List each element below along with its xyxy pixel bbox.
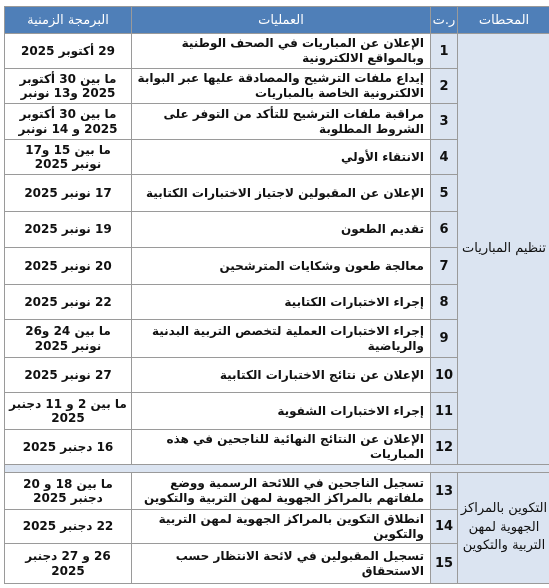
row-number: 5 (431, 175, 458, 212)
date-cell: 20 نونبر 2025 (5, 248, 132, 285)
section-separator (5, 465, 549, 473)
header-schedule: البرمجة الزمنية (5, 7, 132, 34)
date-cell: 16 دجنبر 2025 (5, 430, 132, 465)
table-row (5, 473, 549, 510)
date-cell: ما بين 24 و26 نونبر 2025 (5, 320, 132, 358)
phase-cell-competitions: تنظيم المباريات (458, 34, 549, 465)
operation-cell: الإعلان عن المقبولين لاجتياز الاختبارات الكتابية (132, 175, 431, 212)
row-number: 2 (431, 69, 458, 104)
row-number: 14 (431, 510, 458, 544)
operation-cell: تسجيل المقبولين في لائحة الانتظار حسب الاستحقاق (132, 544, 431, 584)
date-cell: 17 نونبر 2025 (5, 175, 132, 212)
row-number: 8 (431, 285, 458, 320)
date-cell: ما بين 2 و 11 دجنبر 2025 (5, 393, 132, 430)
row-number: 13 (431, 473, 458, 510)
date-cell: 26 و 27 دجنبر 2025 (5, 544, 132, 584)
date-cell: ما بين 30 أكتوبر 2025 و13 نونبر (5, 69, 132, 104)
operation-cell: الإعلان عن المباريات في الصحف الوطنية وبالمواقع الالكترونية (132, 34, 431, 69)
row-number: 1 (431, 34, 458, 69)
date-cell: ما بين 30 أكتوبر 2025 و 14 نونبر (5, 104, 132, 140)
date-cell: ما بين 15 و17 نونبر 2025 (5, 140, 132, 175)
operation-cell: إجراء الاختبارات الكتابية (132, 285, 431, 320)
date-cell: 19 نونبر 2025 (5, 212, 132, 248)
row-number: 4 (431, 140, 458, 175)
date-cell: 22 دجنبر 2025 (5, 510, 132, 544)
operation-cell: مراقبة ملفات الترشيح للتأكد من التوفر على الشروط المطلوبة (132, 104, 431, 140)
operation-cell: تسجيل الناجحين في اللائحة الرسمية ووضع ملفاتهم بالمراكز الجهوية لمهن التربية والتكوين (132, 473, 431, 510)
row-number: 10 (431, 358, 458, 393)
operation-cell: إجراء الاختبارات العملية لتخصص التربية البدنية والرياضية (132, 320, 431, 358)
phase-cell-training: التكوين بالمراكز الجهوية لمهن التربية والتكوين (458, 473, 549, 584)
table-row (5, 34, 549, 69)
row-number: 11 (431, 393, 458, 430)
operation-cell: إجراء الاختبارات الشفوية (132, 393, 431, 430)
operation-cell: معالجة طعون وشكايات المترشحين (132, 248, 431, 285)
operation-cell: الإعلان عن النتائج النهائية للناجحين في هذه المباريات (132, 430, 431, 465)
row-number: 15 (431, 544, 458, 584)
date-cell: 22 نونبر 2025 (5, 285, 132, 320)
operation-cell: تقديم الطعون (132, 212, 431, 248)
date-cell: 27 نونبر 2025 (5, 358, 132, 393)
row-number: 3 (431, 104, 458, 140)
operation-cell: الانتقاء الأولي (132, 140, 431, 175)
header-number: ر.ت (431, 7, 458, 34)
row-number: 6 (431, 212, 458, 248)
operation-cell: إيداع ملفات الترشيح والمصادقة عليها عبر البوابة الالكترونية الخاصة بالمباريات (132, 69, 431, 104)
separator-row (5, 465, 549, 473)
header-row (5, 7, 549, 34)
operation-cell: الإعلان عن نتائج الاختبارات الكتابية (132, 358, 431, 393)
header-phase: المحطات (458, 7, 549, 34)
schedule-table (4, 6, 549, 584)
date-cell: ما بين 18 و 20 دجنبر 2025 (5, 473, 132, 510)
date-cell: 29 أكتوبر 2025 (5, 34, 132, 69)
operation-cell: انطلاق التكوين بالمراكز الجهوية لمهن التربية والتكوين (132, 510, 431, 544)
row-number: 12 (431, 430, 458, 465)
row-number: 9 (431, 320, 458, 358)
header-operations: العمليات (132, 7, 431, 34)
row-number: 7 (431, 248, 458, 285)
